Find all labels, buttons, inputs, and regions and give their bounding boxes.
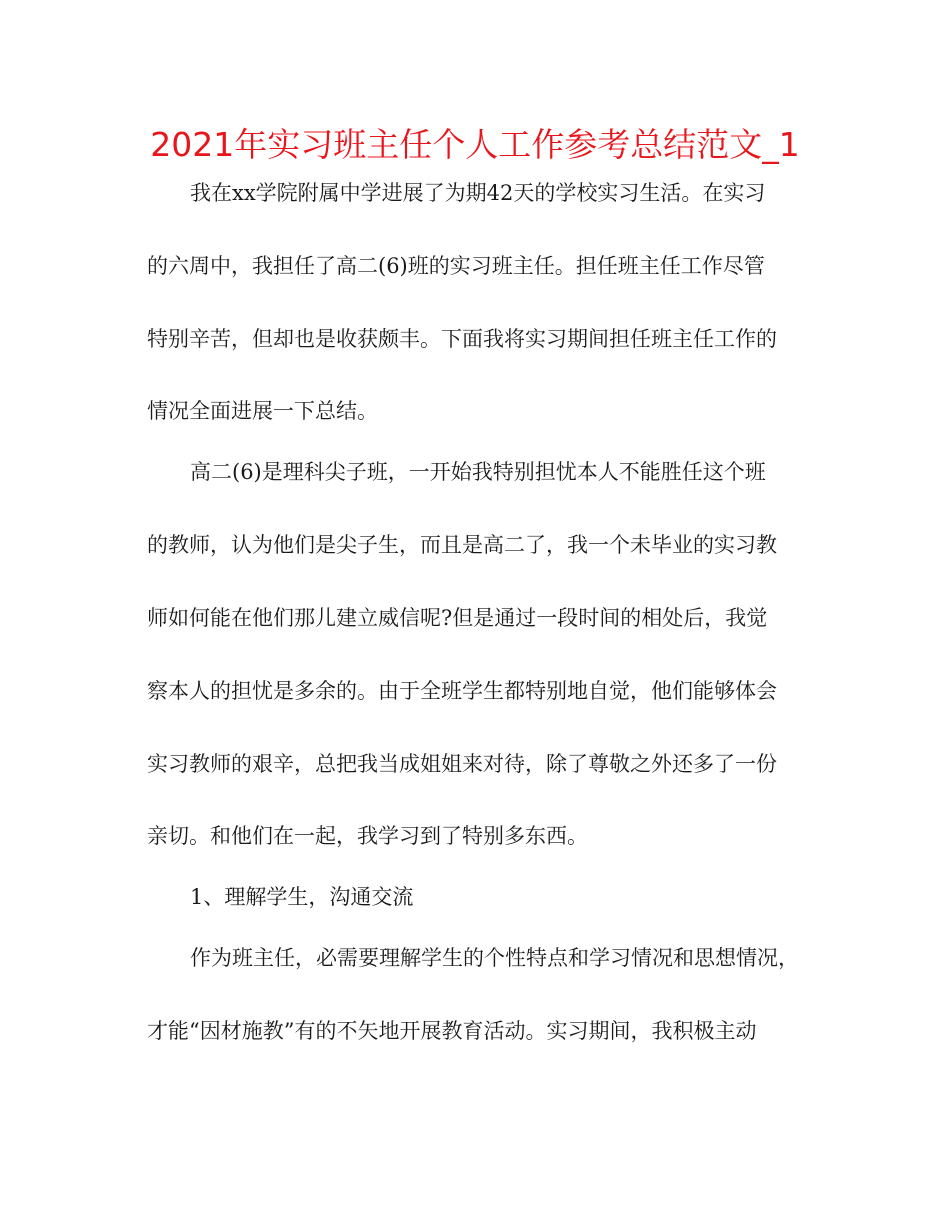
paragraph-line-9: 实习教师的艰辛，总把我当成姐姐来对待，除了尊敬之外还多了一份 bbox=[147, 752, 777, 776]
paragraph-line-7: 师如何能在他们那儿建立威信呢?但是通过一段时间的相处后，我觉 bbox=[147, 606, 768, 630]
paragraph-line-5: 高二(6)是理科尖子班，一开始我特别担忧本人不能胜任这个班 bbox=[190, 460, 766, 484]
paragraph-line-3: 特别辛苦，但却也是收获颇丰。下面我将实习期间担任班主任工作的 bbox=[147, 327, 777, 351]
paragraph-line-8: 察本人的担忧是多余的。由于全班学生都特别地自觉，他们能够体会 bbox=[147, 679, 777, 703]
section-heading: 1、理解学生，沟通交流 bbox=[190, 885, 414, 909]
document-title: 2021年实习班主任个人工作参考总结范文_1 bbox=[150, 125, 800, 164]
paragraph-line-12: 作为班主任，必需要理解学生的个性特点和学习情况和思想情况， bbox=[190, 946, 799, 970]
paragraph-line-13: 才能“因材施教”有的不矢地开展教育活动。实习期间，我积极主动 bbox=[147, 1019, 757, 1043]
paragraph-line-6: 的教师，认为他们是尖子生，而且是高二了，我一个未毕业的实习教 bbox=[147, 533, 777, 557]
paragraph-line-4: 情况全面进展一下总结。 bbox=[147, 399, 378, 423]
paragraph-line-2: 的六周中，我担任了高二(6)班的实习班主任。担任班主任工作尽管 bbox=[147, 254, 765, 278]
paragraph-line-10: 亲切。和他们在一起，我学习到了特别多东西。 bbox=[147, 824, 588, 848]
paragraph-line-1: 我在xx学院附属中学进展了为期42天的学校实习生活。在实习 bbox=[190, 181, 766, 205]
